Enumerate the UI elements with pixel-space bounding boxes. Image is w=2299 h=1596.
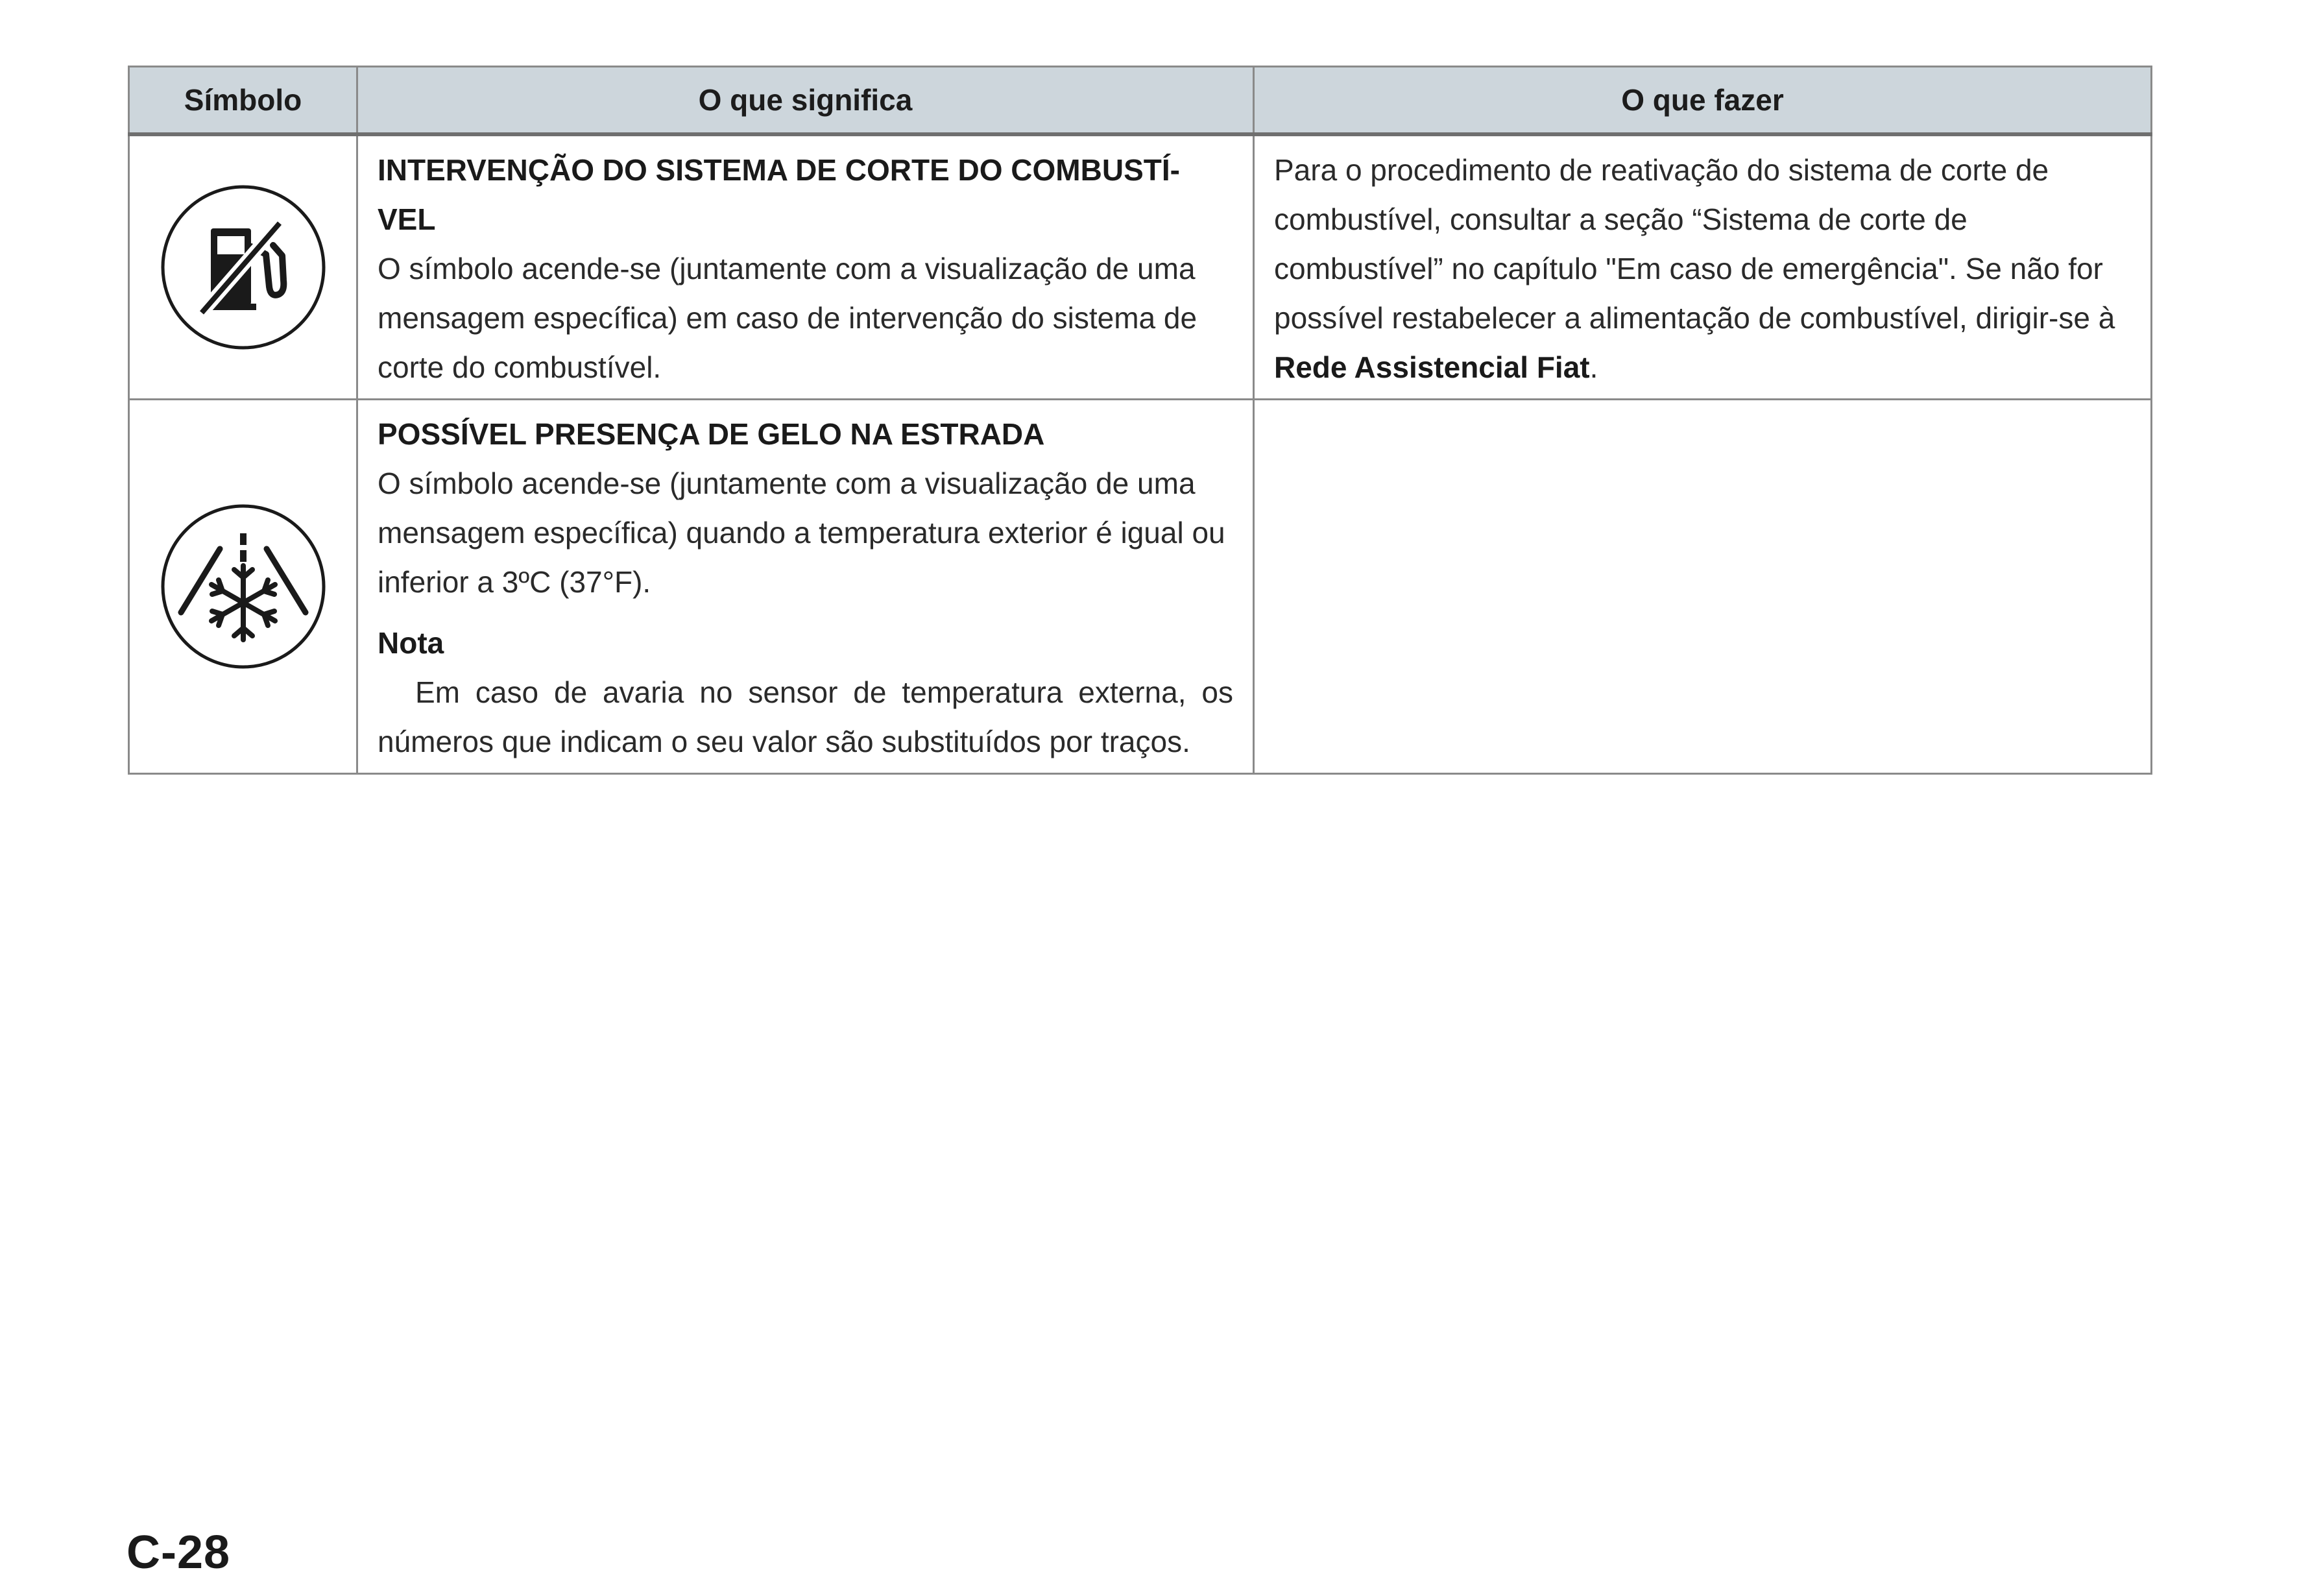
fuel-cutoff-icon [159,183,328,352]
note-title: Nota [378,626,444,660]
row-action-text: Para o procedimento de reativação do sistema de corte de combustível, consultar a seção “Sistema de corte de combustível” no capítulo "Em caso de emergência". Se não for possível restabelecer a alimentação de combustível, dirigir-se à [1274,153,2115,335]
table-header-row [129,67,2152,135]
row-action-end: . [1589,350,1598,384]
warning-lights-table [128,66,2152,775]
header-action: O que fazer [1254,67,2152,135]
header-symbol: Símbolo [129,67,357,135]
header-meaning: O que significa [357,67,1254,135]
symbol-cell [129,134,357,400]
meaning-cell [357,400,1254,774]
row-meaning: O símbolo acende-se (juntamente com a visualização de uma mensagem específica) em caso de intervenção do sistema de corte do combustível. [378,252,1198,384]
action-cell [1254,134,2152,400]
meaning-cell [357,134,1254,400]
ice-warning-icon [159,502,328,671]
row-meaning: O símbolo acende-se (juntamente com a visualização de uma mensagem específica) quando a temperatura exterior é igual ou inferior a 3ºC (37°F). [378,466,1225,599]
table-row [129,400,2152,774]
note-body: Em caso de avaria no sensor de temperatura externa, os números que indicam o seu valor são substituídos por traços. [378,675,1233,758]
table-row [129,134,2152,400]
symbol-cell [129,400,357,774]
row-heading: INTERVENÇÃO DO SISTEMA DE CORTE DO COMBUSTÍ-VEL [378,153,1180,236]
row-heading: POSSÍVEL PRESENÇA DE GELO NA ESTRADA [378,417,1045,451]
action-cell [1254,400,2152,774]
page-number: C-28 [126,1527,231,1578]
service-network-name: Rede Assistencial Fiat [1274,350,1590,384]
